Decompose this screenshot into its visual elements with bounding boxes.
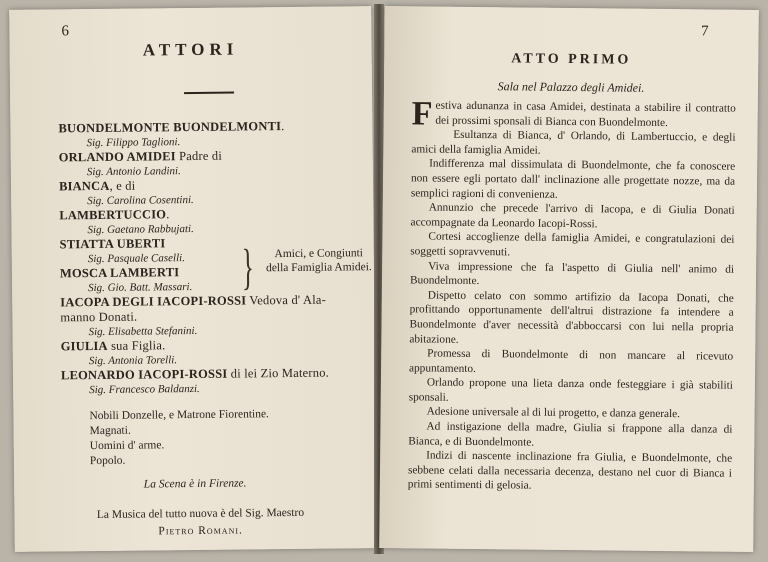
- extras-item: Nobili Donzelle, e Matrone Fiorentine.: [89, 408, 269, 423]
- role-name: LEONARDO IACOPI-ROSSI: [60, 366, 228, 383]
- actor-name: Sig. Carolina Cosentini.: [87, 193, 194, 208]
- paragraph: Esultanza di Bianca, d' Orlando, di Lambertuccio, e degli amici della famiglia Amidei.: [411, 128, 736, 157]
- paragraph: Cortesi accoglienze della famiglia Amidei, e congratulazioni dei soggetti sopravvenuti.: [410, 230, 735, 259]
- title-rule: [184, 92, 234, 95]
- paragraph: Annunzio che precede l'arrivo di Iacopa, e di Giulia Donati accompagnate da Leonardo Iacopi-Rossi.: [410, 201, 735, 231]
- paragraph: Indifferenza mal dissimulata di Buondelmonte, che fa conoscere non essere egli portato dall' inclinazione alle progettate nozze, ma da semplici ragioni di convenienza.: [410, 157, 736, 201]
- role-detail: Vedova d' Ala-: [246, 292, 327, 308]
- paragraph: Indizi di nascente inclinazione fra Giulia, e Buondelmonte, che sebbene celati dalla necessaria decenza, destano nel cuor di Bianca i primi sentimenti di gelosia.: [407, 449, 733, 493]
- role-name: ORLANDO AMIDEI: [58, 149, 176, 165]
- cast-entry: [61, 336, 377, 368]
- page-title-attori: ATTORI: [142, 39, 239, 60]
- actor-name: Sig. Gio. Batt. Massari.: [88, 281, 193, 295]
- paragraph: Viva impressione che fa l'aspetto di Giulia nell' animo di Buondelmonte.: [409, 260, 735, 288]
- page-number-right: 7: [701, 23, 709, 40]
- actor-name: Sig. Filippo Taglioni.: [86, 136, 181, 150]
- role-detail-cont: manno Donati.: [60, 309, 138, 325]
- cast-entry: [59, 147, 377, 179]
- paragraph: Orlando propone una lieta danza onde festeggiare i già stabiliti sponsali.: [408, 376, 733, 404]
- role-detail: .: [166, 207, 170, 222]
- role-detail: Padre di: [175, 148, 223, 164]
- cast-entry: [60, 292, 377, 339]
- composer-name: Pietro Romani.: [158, 524, 243, 538]
- actor-name: Sig. Gaetano Rabbujati.: [87, 222, 194, 237]
- act-title: ATTO PRIMO: [511, 51, 632, 68]
- actor-name: Sig. Pasquale Caselli.: [87, 252, 186, 266]
- extras-item: Magnati.: [89, 424, 131, 438]
- scene-location: La Scena è in Firenze.: [143, 477, 247, 491]
- role-detail: di lei Zio Materno.: [227, 365, 329, 381]
- actor-name: Sig. Antonia Torelli.: [88, 354, 178, 368]
- paragraph: Promessa di Buondelmonte di non mancare al ricevuto appuntamento.: [408, 347, 734, 375]
- right-page: [379, 6, 759, 552]
- cast-entry: [58, 118, 376, 150]
- extras-list: [89, 407, 269, 469]
- music-credit-line: La Musica del tutto nuova è del Sig. Maestro: [96, 506, 305, 522]
- extras-item: Uomini d' arme.: [89, 439, 165, 453]
- role-name: MOSCA LAMBERTI: [59, 265, 180, 281]
- left-page: [9, 6, 377, 552]
- role-name: LAMBERTUCCIO: [59, 207, 167, 223]
- paragraph: Ad instigazione della madre, Giulia si frappone alla danza di Bianca, e di Buondelmonte.: [408, 420, 733, 449]
- curly-brace: }: [241, 238, 255, 295]
- act-setting: Sala nel Palazzo degli Amidei.: [497, 79, 645, 95]
- bracket-note: Amici, e Congiunti della Famiglia Amidei.: [265, 247, 372, 275]
- cast-entry: [59, 176, 377, 208]
- page-number-left: 6: [61, 23, 69, 40]
- drop-cap: F: [411, 95, 433, 133]
- scene-summary: [407, 95, 736, 495]
- paragraph: Adesione universale al di lui progetto, e danza generale.: [426, 405, 681, 421]
- extras-item: Popolo.: [89, 454, 126, 468]
- cast-entry: [59, 205, 377, 237]
- role-detail: .: [281, 119, 285, 134]
- music-credit: [34, 504, 366, 541]
- paragraph: Festiva adunanza in casa Amidei, destinata a stabilire il contratto dei prossimi sponsali di Bianca con Buondelmonte.: [411, 95, 736, 133]
- role-name: BUONDELMONTE BUONDELMONTI: [58, 119, 282, 136]
- role-name: STIATTA UBERTI: [59, 236, 166, 252]
- role-name: BIANCA: [58, 178, 110, 194]
- role-detail: , e di: [109, 178, 136, 193]
- actor-name: Sig. Elisabetta Stefanini.: [88, 324, 198, 339]
- cast-entry: [61, 365, 377, 397]
- paragraph: Dispetto celato con sommo artifizio da Iacopa Donati, che profittando opportunamente dell'altrui distrazione fa intendere a Buondelmonte d'aver necessità d'abboccarsi con lui nella propria abitazione.: [409, 289, 734, 346]
- role-name: IACOPA DEGLI IACOPI-ROSSI: [60, 293, 247, 310]
- role-detail: sua Figlia.: [107, 338, 166, 353]
- role-name: GIULIA: [60, 338, 108, 354]
- actor-name: Sig. Antonio Landini.: [86, 165, 181, 179]
- actor-name: Sig. Francesco Baldanzi.: [89, 382, 200, 397]
